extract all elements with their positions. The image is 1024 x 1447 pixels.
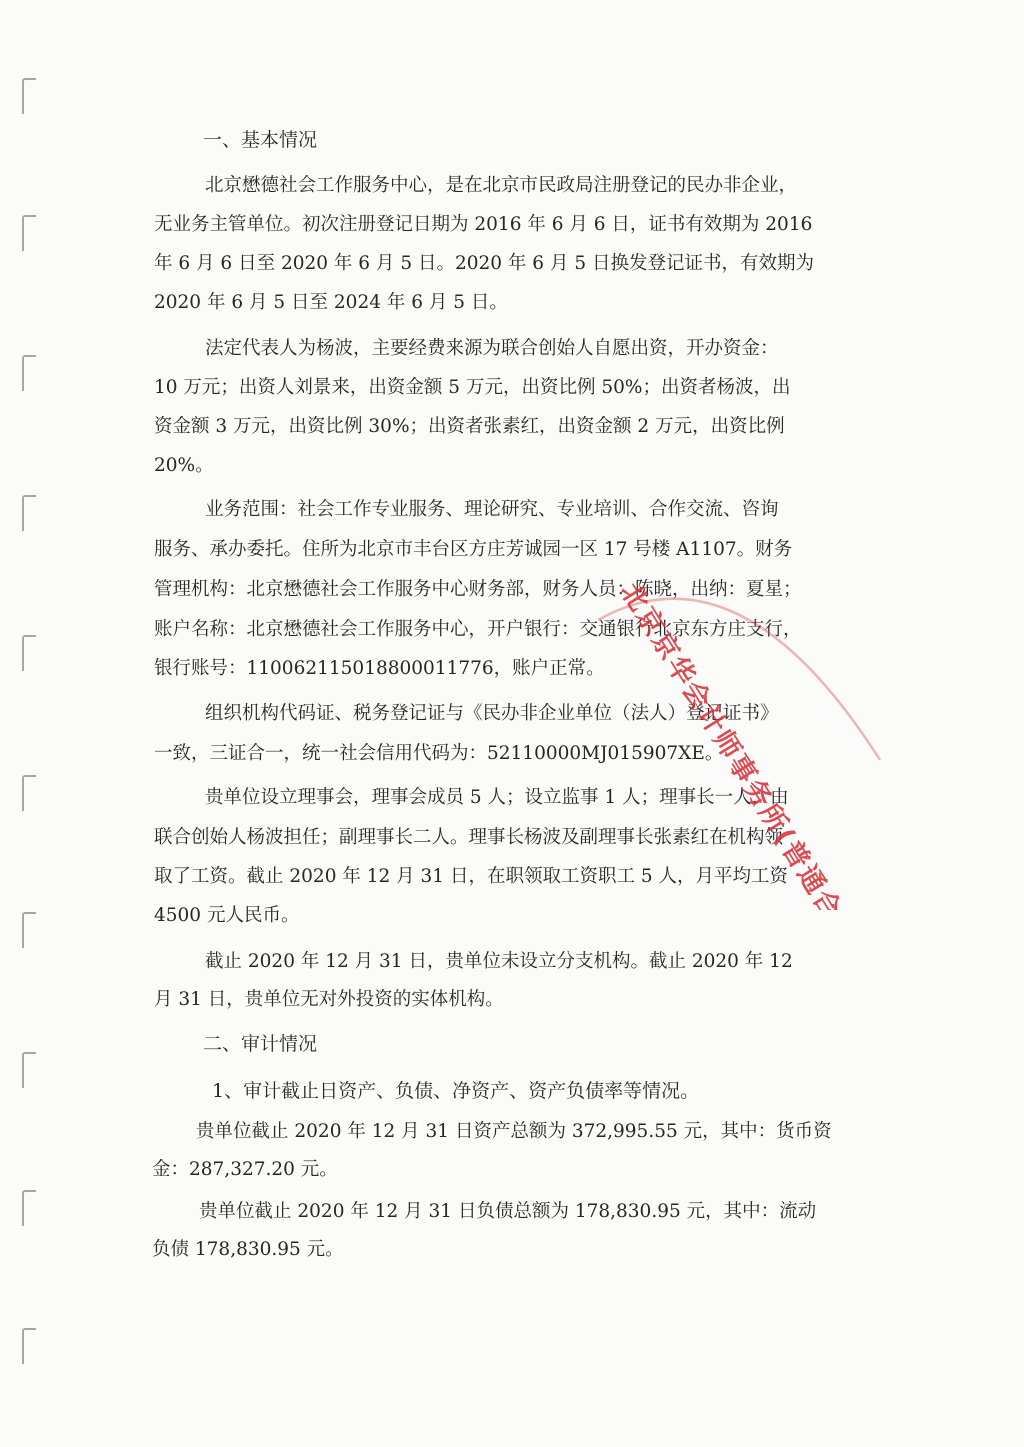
paragraph-line-text: 无业务主管单位。初次注册登记日期为 2016 年 6 月 6 日，证书有效期为 2016: [154, 214, 813, 235]
paragraph-line: 4500 元人民币。: [154, 905, 300, 926]
paragraph-line: 法定代表人为杨波，主要经费来源为联合创始人自愿出资，开办资金：: [205, 338, 779, 359]
paragraph-line: 北京懋德社会工作服务中心，是在北京市民政局注册登记的民办非企业，: [205, 175, 798, 196]
subsection-heading-audit-1: 1、审计截止日资产、负债、净资产、资产负债率等情况。: [212, 1080, 700, 1102]
paragraph-line: 业务范围：社会工作专业服务、理论研究、专业培训、合作交流、咨询: [205, 499, 779, 520]
binding-hole-mark: [22, 215, 36, 251]
binding-hole-mark: [22, 1052, 36, 1088]
paragraph-line: 银行账号：110062115018800011776，账户正常。: [154, 658, 605, 679]
section-heading-basic: 一、基本情况: [203, 129, 318, 151]
paragraph-line: [154, 216, 860, 235]
seal-text: 北京京华会计师事务所(普通合伙): [614, 580, 871, 910]
paragraph-line: [154, 255, 860, 274]
paragraph-line: 取了工资。截止 2020 年 12 月 31 日，在职领取工资职工 5 人，月平均工资: [154, 866, 788, 887]
paragraph-line: 截止 2020 年 12 月 31 日，贵单位未设立分支机构。截止 2020 年 12: [205, 951, 793, 972]
binding-hole-mark: [22, 1190, 36, 1226]
paragraph-line: 20%。: [154, 455, 214, 476]
paragraph-line: 贵单位截止 2020 年 12 月 31 日资产总额为 372,995.55 元，其中：货币资: [196, 1121, 832, 1142]
paragraph-line: 2020 年 6 月 5 日至 2024 年 6 月 5 日。: [154, 292, 508, 313]
binding-hole-mark: [22, 635, 36, 671]
paragraph-line: 资金额 3 万元，出资比例 30%；出资者张素红，出资金额 2 万元，出资比例: [154, 416, 785, 437]
binding-hole-mark: [22, 78, 36, 114]
paragraph-line: 月 31 日，贵单位无对外投资的实体机构。: [154, 989, 504, 1010]
binding-hole-mark: [22, 1328, 36, 1364]
binding-hole-mark: [22, 495, 36, 531]
paragraph-line: 一致，三证合一，统一社会信用代码为：52110000MJ015907XE。: [154, 743, 724, 764]
paragraph-line-text: 年 6 月 6 日至 2020 年 6 月 5 日。2020 年 6 月 5 日换发登记证书，有效期为: [154, 253, 814, 274]
paragraph-line: 10 万元；出资人刘景来，出资金额 5 万元，出资比例 50%；出资者杨波，出: [154, 377, 791, 398]
paragraph-line: 金：287,327.20 元。: [152, 1159, 338, 1180]
paragraph-line: 贵单位设立理事会，理事会成员 5 人；设立监事 1 人；理事长一人，由: [205, 787, 789, 808]
paragraph-line: 账户名称：北京懋德社会工作服务中心，开户银行：交通银行北京东方庄支行，: [154, 619, 802, 640]
binding-hole-mark: [22, 912, 36, 948]
paragraph-line: 联合创始人杨波担任；副理事长二人。理事长杨波及副理事长张素红在机构领: [154, 827, 784, 848]
paragraph-line: 管理机构：北京懋德社会工作服务中心财务部，财务人员：陈晓，出纳：夏星；: [154, 579, 802, 600]
paragraph-line: 组织机构代码证、税务登记证与《民办非企业单位（法人）登记证书》: [205, 703, 779, 724]
paragraph-line: 服务、承办委托。住所为北京市丰台区方庄芳诚园一区 17 号楼 A1107。财务: [154, 539, 793, 560]
binding-hole-mark: [22, 775, 36, 811]
section-heading-audit: 二、审计情况: [203, 1033, 318, 1055]
paragraph-line: 负债 178,830.95 元。: [152, 1239, 344, 1260]
binding-hole-mark: [22, 355, 36, 391]
paragraph-line: 贵单位截止 2020 年 12 月 31 日负债总额为 178,830.95 元，其中：流动: [199, 1201, 817, 1222]
